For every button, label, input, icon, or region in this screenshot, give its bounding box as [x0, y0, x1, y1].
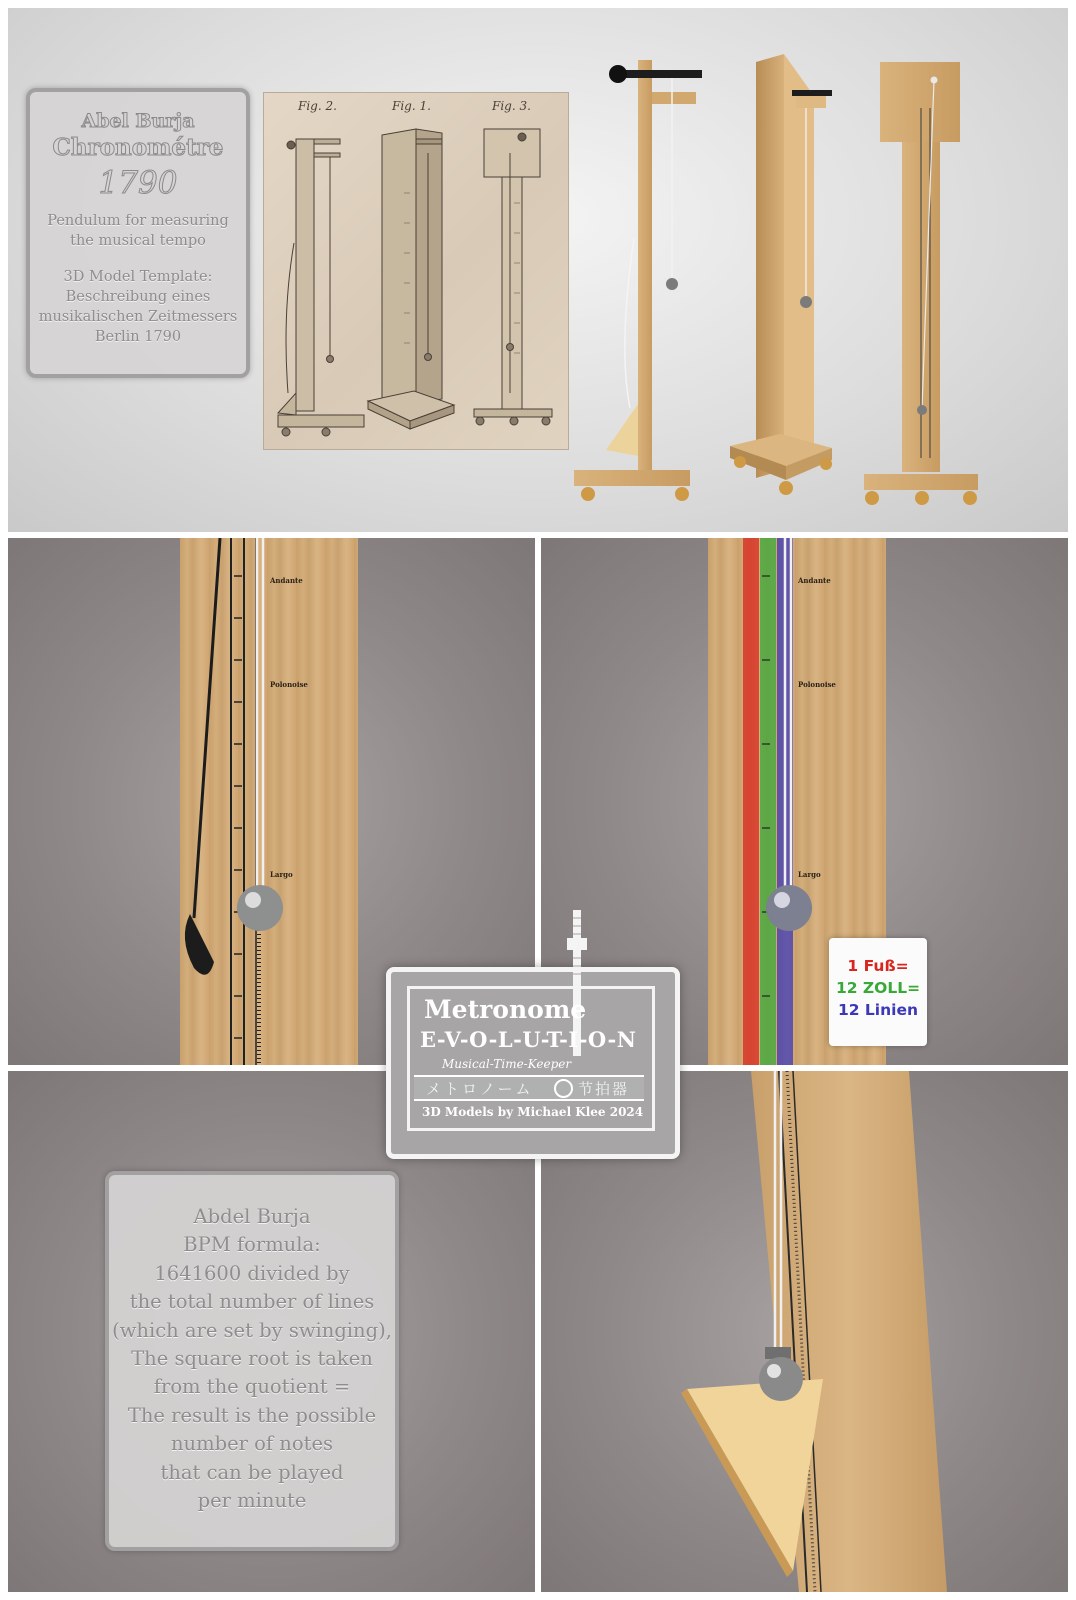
- template-line: 3D Model Template:: [63, 269, 213, 285]
- description-line: the musical tempo: [70, 233, 206, 249]
- template-source: [30, 267, 246, 347]
- formula-line: from the quotient =: [153, 1375, 351, 1399]
- historic-engraving: [263, 92, 569, 450]
- logo-tagline: Musical-Time-Keeper: [442, 1057, 572, 1071]
- fig1-label: Fig. 1.: [392, 99, 431, 113]
- formula-line: that can be played: [160, 1460, 344, 1484]
- formula-line: The square root is taken: [131, 1347, 373, 1371]
- logo-subtitle: E-V-O-L-U-T-I-O-N: [420, 1027, 637, 1052]
- logo-credit: 3D Models by Michael Klee 2024: [422, 1105, 644, 1119]
- legend-foot: 1 Fuß=: [847, 957, 909, 975]
- logo-language-bar: [414, 1075, 644, 1101]
- formula-text: [109, 1203, 395, 1515]
- formula-card: [105, 1171, 399, 1551]
- tempo-mark-andante: Andante: [270, 576, 303, 585]
- template-line: Beschreibung eines: [65, 289, 211, 305]
- tempo-mark-polonoise: Polonoise: [798, 680, 836, 689]
- logo-title: Metronome: [424, 995, 587, 1024]
- metronome-evolution-logo: [386, 967, 680, 1159]
- render-views: [568, 48, 988, 518]
- formula-line: BPM formula:: [183, 1233, 321, 1257]
- formula-line: The result is the possible: [127, 1403, 377, 1427]
- unit-legend: [829, 938, 927, 1046]
- device-name: Chronométre: [52, 134, 224, 161]
- japanese-label: メトロノーム: [426, 1080, 534, 1098]
- tempo-mark-polonoise: Polonoise: [270, 680, 308, 689]
- formula-line: Abdel Burja: [193, 1205, 311, 1228]
- engraving-drawing: [264, 93, 568, 449]
- fig2-label: Fig. 2.: [298, 99, 337, 113]
- title-card: [26, 88, 250, 378]
- formula-line: per minute: [197, 1489, 307, 1513]
- formula-line: (which are set by swinging),: [112, 1318, 392, 1342]
- legend-line: 12 Linien: [837, 1001, 919, 1019]
- fig3-label: Fig. 3.: [492, 99, 531, 113]
- legend-inch: 12 ZOLL=: [835, 979, 921, 997]
- description-line: Pendulum for measuring: [47, 213, 229, 229]
- top-panel: [8, 8, 1068, 532]
- tempo-mark-andante: Andante: [798, 576, 831, 585]
- logo-frame: [407, 986, 655, 1131]
- formula-line: the total number of lines: [129, 1290, 375, 1314]
- template-line: Berlin 1790: [94, 329, 182, 345]
- chinese-label: 节拍器: [578, 1080, 630, 1098]
- inventor-name: Abel Burja: [81, 110, 195, 132]
- formula-line: number of notes: [171, 1432, 333, 1456]
- template-line: musikalischen Zeitmessers: [38, 309, 238, 325]
- tempo-mark-largo: Largo: [798, 870, 821, 879]
- description: [30, 211, 246, 251]
- tempo-mark-largo: Largo: [270, 870, 293, 879]
- pendulum-ring-icon: [554, 1079, 573, 1098]
- formula-line: 1641600 divided by: [154, 1261, 350, 1285]
- year-label: 1790: [98, 165, 178, 201]
